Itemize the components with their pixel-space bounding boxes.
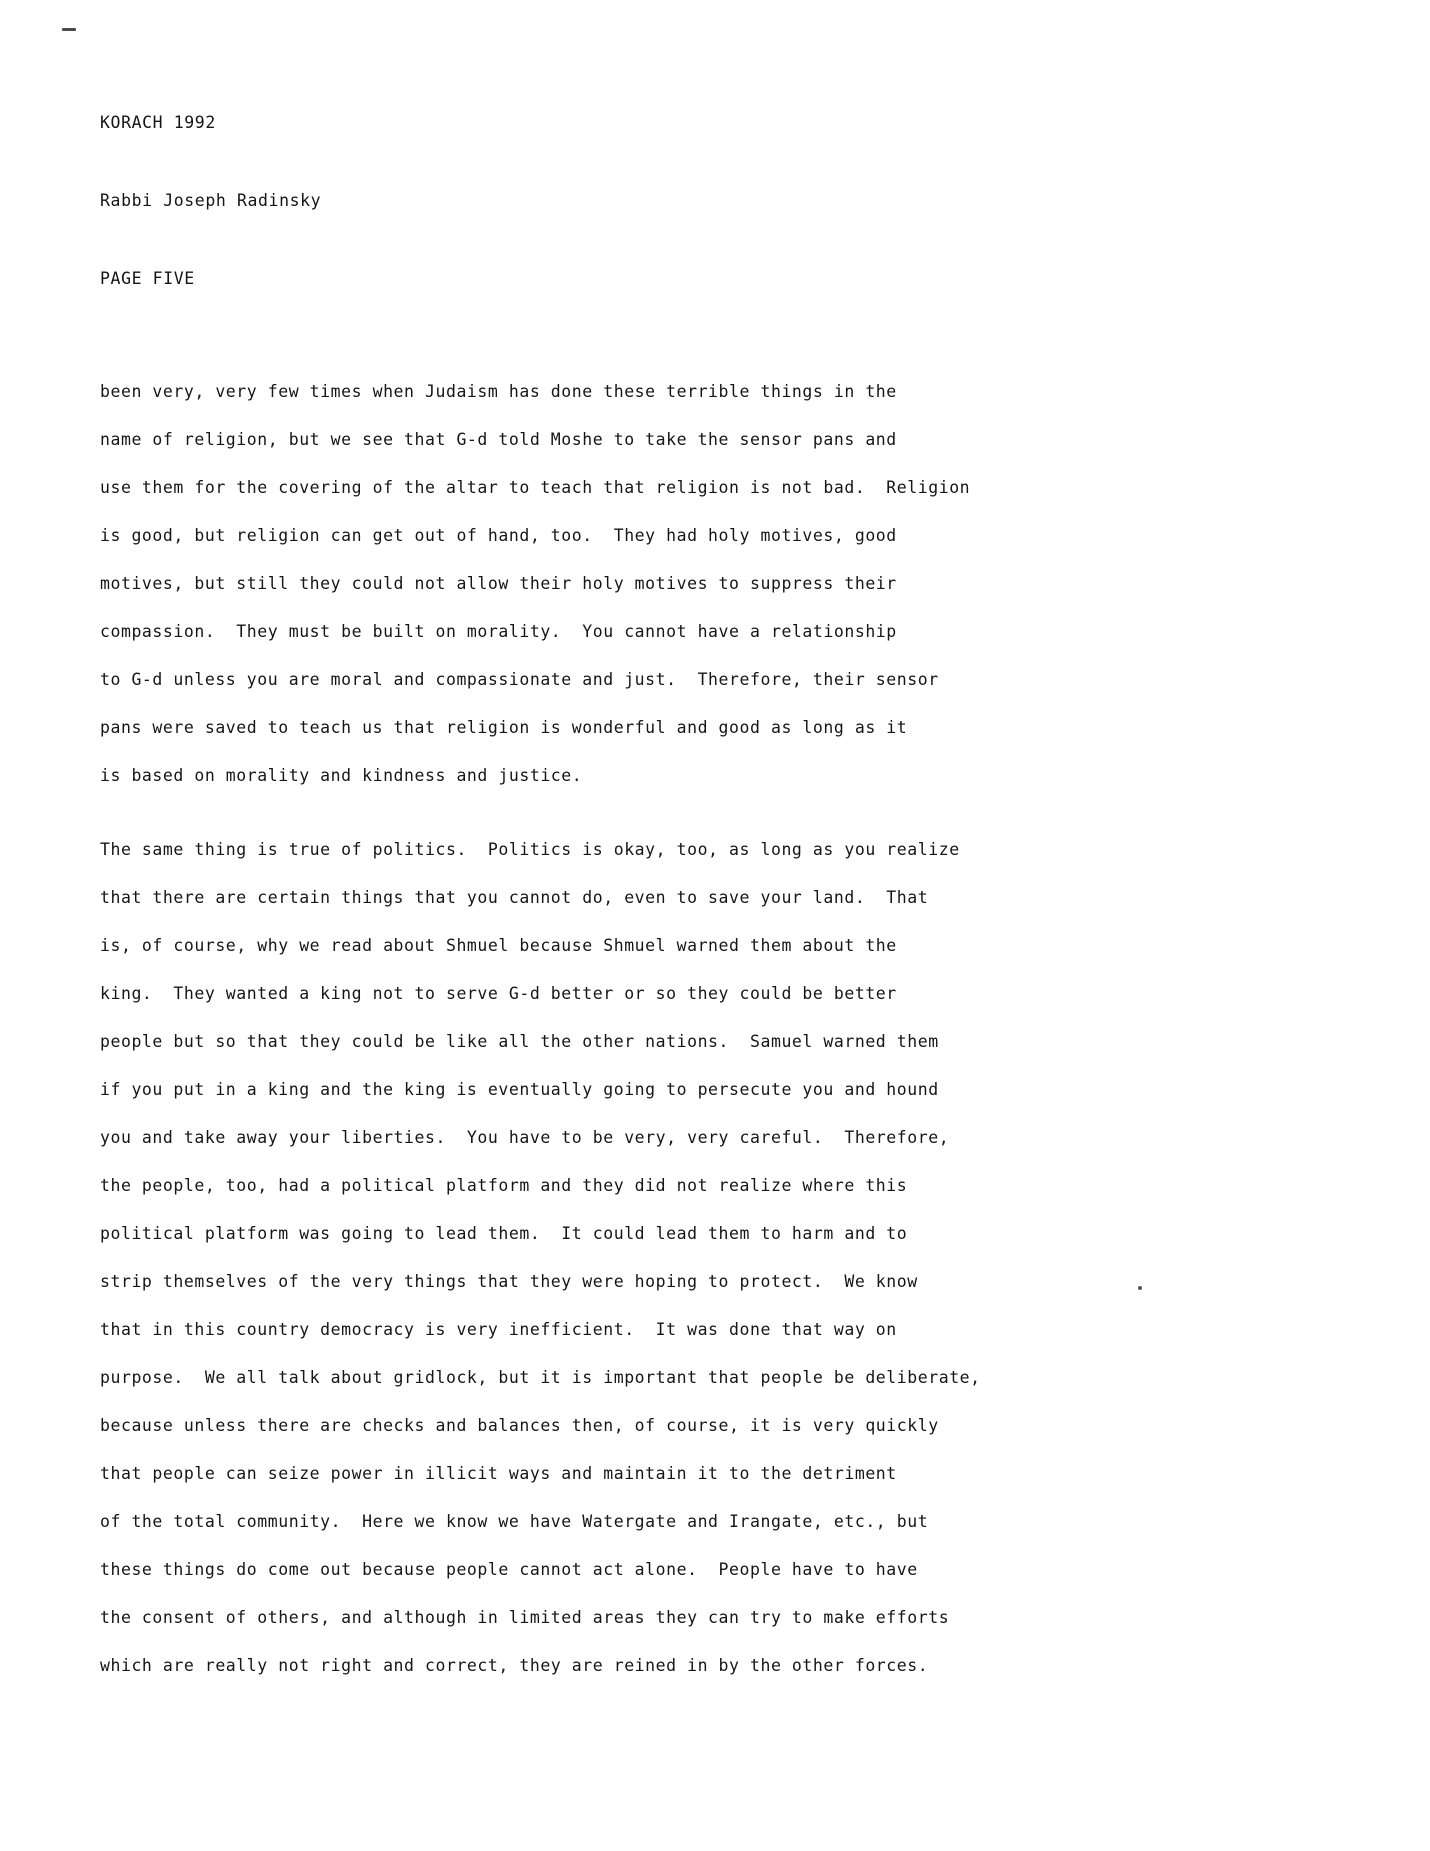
document-content — [100, 58, 1250, 1716]
text-line: to G-d unless you are moral and compassionate and just. Therefore, their sensor — [100, 670, 939, 689]
header-title: KORACH 1992 — [100, 113, 216, 132]
paragraph-1 — [100, 368, 1250, 800]
paragraph-2 — [100, 826, 1250, 1690]
text-line: political platform was going to lead them. It could lead them to harm and to — [100, 1224, 908, 1243]
text-line: strip themselves of the very things that they were hoping to protect. We know — [100, 1272, 918, 1291]
text-line: if you put in a king and the king is eventually going to persecute you and hound — [100, 1080, 939, 1099]
stray-mark-top-left — [62, 28, 76, 31]
document-header — [100, 58, 1250, 344]
text-line: purpose. We all talk about gridlock, but it is important that people be deliberate, — [100, 1368, 981, 1387]
text-line: compassion. They must be built on morality. You cannot have a relationship — [100, 622, 897, 641]
text-line: of the total community. Here we know we have Watergate and Irangate, etc., but — [100, 1512, 929, 1531]
document-body — [100, 368, 1250, 1690]
header-author: Rabbi Joseph Radinsky — [100, 191, 322, 210]
text-line: which are really not right and correct, they are reined in by the other forces. — [100, 1656, 929, 1675]
text-line: the people, too, had a political platform and they did not realize where this — [100, 1176, 908, 1195]
text-line: motives, but still they could not allow their holy motives to suppress their — [100, 574, 897, 593]
text-line: is, of course, why we read about Shmuel because Shmuel warned them about the — [100, 936, 897, 955]
text-line: the consent of others, and although in limited areas they can try to make efforts — [100, 1608, 950, 1627]
text-line: that people can seize power in illicit ways and maintain it to the detriment — [100, 1464, 897, 1483]
text-line: is good, but religion can get out of hand, too. They had holy motives, good — [100, 526, 897, 545]
text-line: is based on morality and kindness and justice. — [100, 766, 583, 785]
text-line: you and take away your liberties. You have to be very, very careful. Therefore, — [100, 1128, 950, 1147]
text-line: name of religion, but we see that G-d told Moshe to take the sensor pans and — [100, 430, 897, 449]
text-line: use them for the covering of the altar to teach that religion is not bad. Religion — [100, 478, 971, 497]
text-line: people but so that they could be like all the other nations. Samuel warned them — [100, 1032, 939, 1051]
text-line: that in this country democracy is very inefficient. It was done that way on — [100, 1320, 897, 1339]
text-line: because unless there are checks and balances then, of course, it is very quickly — [100, 1416, 939, 1435]
text-line: been very, very few times when Judaism has done these terrible things in the — [100, 382, 897, 401]
text-line: that there are certain things that you cannot do, even to save your land. That — [100, 888, 929, 907]
header-page-number: PAGE FIVE — [100, 269, 195, 288]
text-line: The same thing is true of politics. Politics is okay, too, as long as you realize — [100, 840, 960, 859]
text-line: these things do come out because people cannot act alone. People have to have — [100, 1560, 918, 1579]
text-line: king. They wanted a king not to serve G-d better or so they could be better — [100, 984, 897, 1003]
text-line: pans were saved to teach us that religion is wonderful and good as long as it — [100, 718, 908, 737]
